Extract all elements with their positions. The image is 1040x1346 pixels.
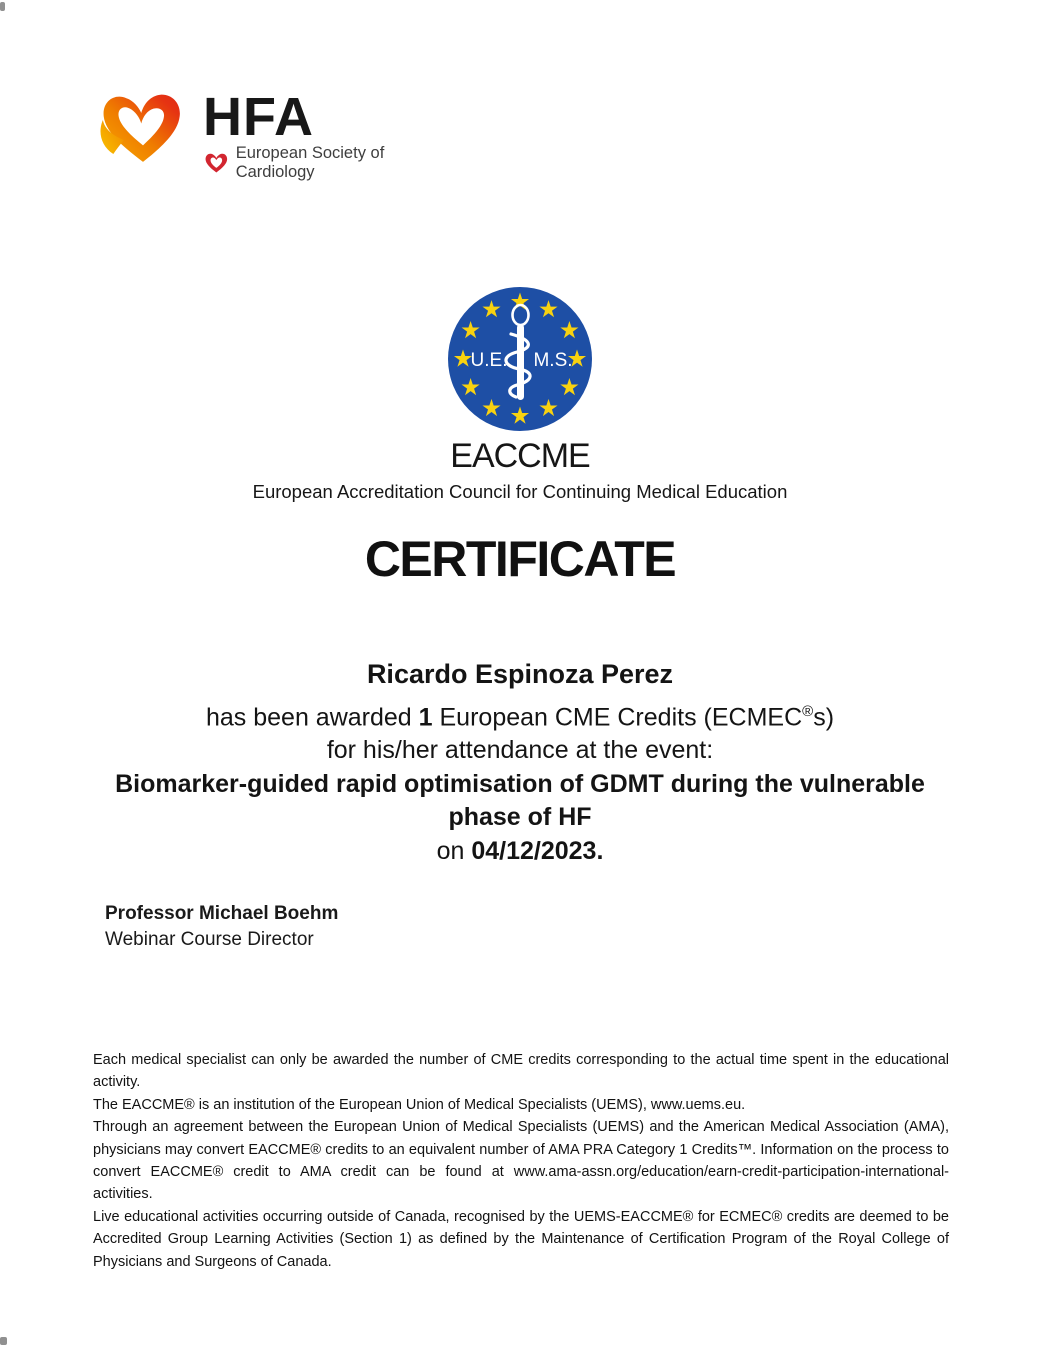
hfa-wordmark: HFA [203,87,314,147]
event-date-line [0,835,1040,869]
certificate-title: CERTIFICATE [364,531,676,587]
registered-mark: ® [802,702,814,720]
esc-heart-icon [205,152,228,174]
fine-print [93,1049,949,1273]
credits-prefix: has been awarded [205,702,419,731]
uems-text-left: U.E. [470,350,508,371]
hfa-logo [95,80,455,180]
scan-artifact [0,1337,7,1345]
uems-logo [445,284,595,434]
director-role: Webinar Course Director [105,929,314,950]
hfa-heart-icon [95,82,191,172]
accreditor-name: EACCME [450,437,590,475]
date-prefix: on [436,836,472,865]
director-name: Professor Michael Boehm [105,903,339,924]
certificate-body [0,658,1040,868]
fine-print-paragraph: Live educational activities occurring outside of Canada, recognised by the UEMS-EACCME® for ECMEC® credits are deemed to be Accredited Group Learning Activities (Section 1) as defined by the Maintenance of Certification Program of the Royal College of Physicians and Surgeons of Canada. [93,1208,949,1270]
credits-suffix: s) [813,702,835,731]
scan-artifact [0,2,5,11]
credits-line [0,695,1040,735]
uems-text-right: M.S. [533,350,573,371]
credits-mid: European CME Credits (ECMEC [432,702,803,731]
fine-print-paragraph: Each medical specialist can only be awarded the number of CME credits corresponding to the actual time spent in the educational activity. [93,1052,949,1091]
fine-print-paragraph: The EACCME® is an institution of the European Union of Medical Specialists (UEMS), www.uems.eu. [93,1096,746,1113]
signature-block [105,901,338,953]
fine-print-paragraph: Through an agreement between the European Union of Medical Specialists (UEMS) and the American Medical Association (AMA), physicians may convert EACCME® credits to an equivalent number of AMA PRA Category 1 Credits™. Information on the process to convert EACCME® credit to AMA credit can be found at www.ama-assn.org/education/earn-credit-participation-international-activities. [93,1119,949,1203]
accreditor-full-name: European Accreditation Council for Continuing Medical Education [252,481,788,502]
credits-count: 1 [418,702,433,731]
recipient-name: Ricardo Espinoza Perez [366,659,674,689]
esc-logo-line [205,144,455,182]
esc-label: European Society of Cardiology [235,144,385,181]
event-title: Biomarker-guided rapid optimisation of GDMT during the vulnerable phase of HF [115,769,925,832]
event-date: 04/12/2023. [471,836,604,865]
attendance-line: for his/her attendance at the event: [326,736,714,765]
